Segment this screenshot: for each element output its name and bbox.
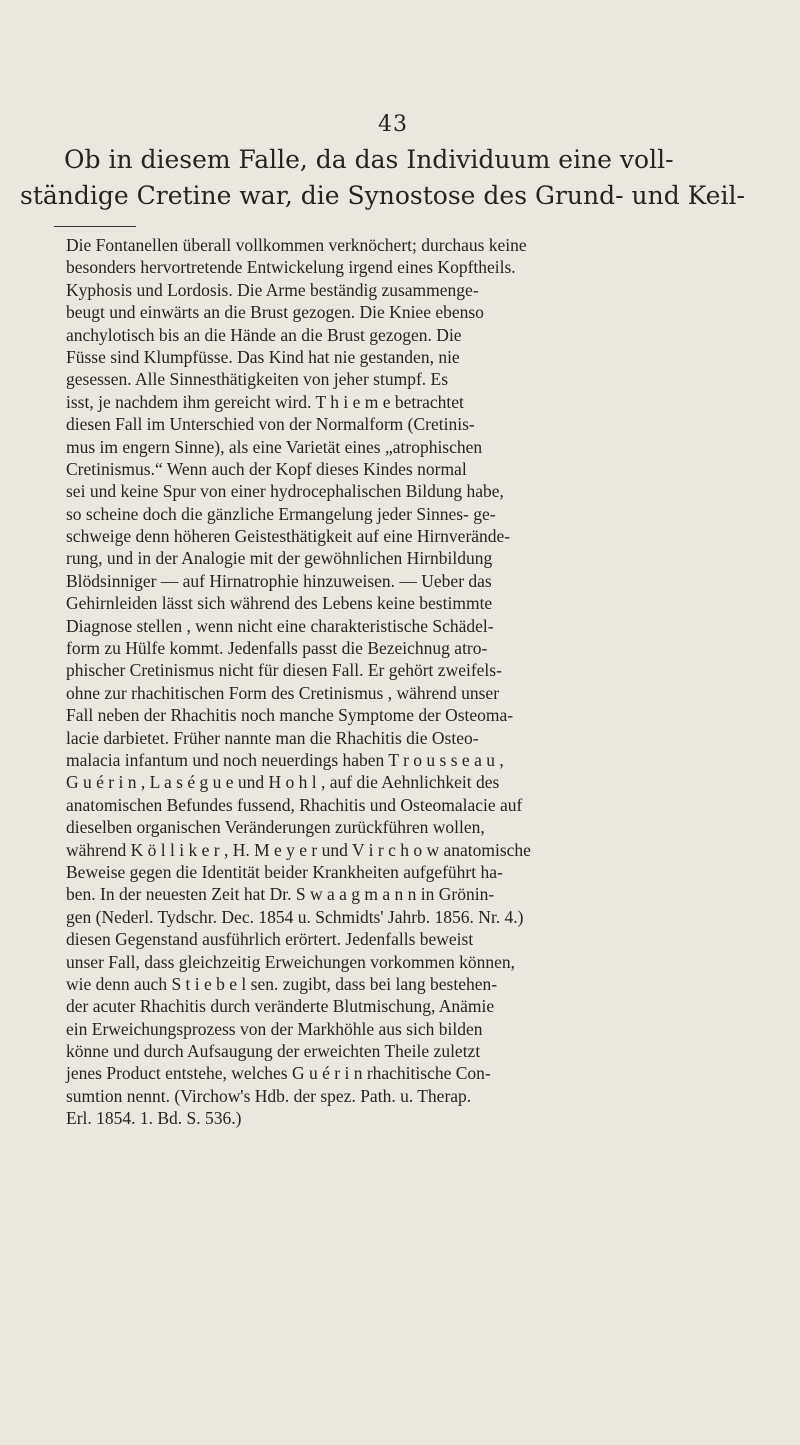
footnote-line: anchylotisch bis an die Hände an die Brust gezogen. Die bbox=[66, 324, 462, 345]
footnote-line: ben. In der neuesten Zeit hat Dr. S w a a g m a n n in Grönin- bbox=[66, 884, 495, 905]
footnote-line: Gehirnleiden lässt sich während des Lebens keine bestimmte bbox=[66, 593, 493, 614]
footnote-line: Diagnose stellen , wenn nicht eine charakteristische Schädel- bbox=[66, 615, 494, 636]
footnote-line: Erl. 1854. 1. Bd. S. 536.) bbox=[66, 1108, 242, 1129]
footnote-line: beugt und einwärts an die Brust gezogen. Die Kniee ebenso bbox=[66, 302, 484, 323]
footnote-rule bbox=[54, 226, 136, 227]
footnote-line: Füsse sind Klumpfüsse. Das Kind hat nie gestanden, nie bbox=[66, 346, 460, 367]
footnote-line: Die Fontanellen überall vollkommen verknöchert; durchaus keine bbox=[66, 235, 527, 255]
footnote-line: mus im engern Sinne), als eine Varietät eines „atrophischen bbox=[66, 436, 483, 457]
footnote-line: könne und durch Aufsaugung der erweichten Theile zuletzt bbox=[66, 1041, 481, 1062]
footnote-line: während K ö l l i k e r , H. M e y e r und V i r c h o w anatomische bbox=[66, 839, 531, 860]
footnote-line: ohne zur rhachitischen Form des Cretinismus , während unser bbox=[66, 682, 500, 703]
footnote-line: der acuter Rhachitis durch veränderte Blutmischung, Anämie bbox=[66, 996, 495, 1017]
footnote-line: G u é r i n , L a s é g u e und H o h l , auf die Aehnlichkeit des bbox=[66, 772, 500, 793]
footnote-line: anatomischen Befundes fussend, Rhachitis und Osteomalacie auf bbox=[66, 794, 523, 815]
footnote-line: sumtion nennt. (Virchow's Hdb. der spez. Path. u. Therap. bbox=[66, 1085, 472, 1106]
footnote-line: sei und keine Spur von einer hydrocephalischen Bildung habe, bbox=[66, 481, 504, 502]
footnote-line: so scheine doch die gänzliche Ermangelung jeder Sinnes- ge- bbox=[66, 503, 496, 524]
intro-text bbox=[20, 142, 745, 214]
intro-line: Ob in diesem Falle, da das Individuum eine voll- bbox=[64, 145, 674, 174]
footnote-line: Kyphosis und Lordosis. Die Arme beständig zusammenge- bbox=[66, 279, 479, 300]
footnote-line: form zu Hülfe kommt. Jedenfalls passt die Bezeichnug atro- bbox=[66, 638, 488, 659]
footnote-line: jenes Product entstehe, welches G u é r i n rhachitische Con- bbox=[66, 1063, 491, 1084]
footnote-line: lacie darbietet. Früher nannte man die Rhachitis die Osteo- bbox=[66, 727, 479, 748]
footnote-line: schweige denn höheren Geistesthätigkeit auf eine Hirnverände- bbox=[66, 526, 511, 547]
footnote-line: Blödsinniger — auf Hirnatrophie hinzuweisen. — Ueber das bbox=[66, 570, 492, 591]
footnote-text bbox=[66, 234, 736, 1130]
footnote-line: ein Erweichungsprozess von der Markhöhle aus sich bilden bbox=[66, 1018, 483, 1039]
footnote-line: malacia infantum und noch neuerdings haben T r o u s s e a u , bbox=[66, 749, 504, 770]
intro-line: ständige Cretine war, die Synostose des Grund- und Keil- bbox=[20, 181, 745, 210]
footnote-line: dieselben organischen Veränderungen zurückführen wollen, bbox=[66, 817, 485, 838]
footnote-line: phischer Cretinismus nicht für diesen Fall. Er gehört zweifels- bbox=[66, 660, 502, 681]
footnote-line: isst, je nachdem ihm gereicht wird. T h i e m e betrachtet bbox=[66, 391, 464, 412]
footnote-line: Cretinismus.“ Wenn auch der Kopf dieses Kindes normal bbox=[66, 458, 467, 479]
footnote-line: rung, und in der Analogie mit der gewöhnlichen Hirnbildung bbox=[66, 548, 493, 569]
footnote-line: gen (Nederl. Tydschr. Dec. 1854 u. Schmidts' Jahrb. 1856. Nr. 4.) bbox=[66, 906, 524, 927]
footnote-line: unser Fall, dass gleichzeitig Erweichungen vorkommen können, bbox=[66, 951, 516, 972]
footnote-line: Fall neben der Rhachitis noch manche Symptome der Osteoma- bbox=[66, 705, 514, 726]
footnote-line: gesessen. Alle Sinnesthätigkeiten von jeher stumpf. Es bbox=[66, 369, 449, 390]
footnote-line: diesen Fall im Unterschied von der Normalform (Cretinis- bbox=[66, 414, 475, 435]
page-number: 43 bbox=[378, 112, 408, 137]
footnote-line: besonders hervortretende Entwickelung irgend eines Kopftheils. bbox=[66, 257, 516, 278]
footnote-line: wie denn auch S t i e b e l sen. zugibt, dass bei lang bestehen- bbox=[66, 973, 498, 994]
footnote-line: Beweise gegen die Identität beider Krankheiten aufgeführt ha- bbox=[66, 861, 503, 882]
footnote-line: diesen Gegenstand ausführlich erörtert. Jedenfalls beweist bbox=[66, 929, 474, 950]
